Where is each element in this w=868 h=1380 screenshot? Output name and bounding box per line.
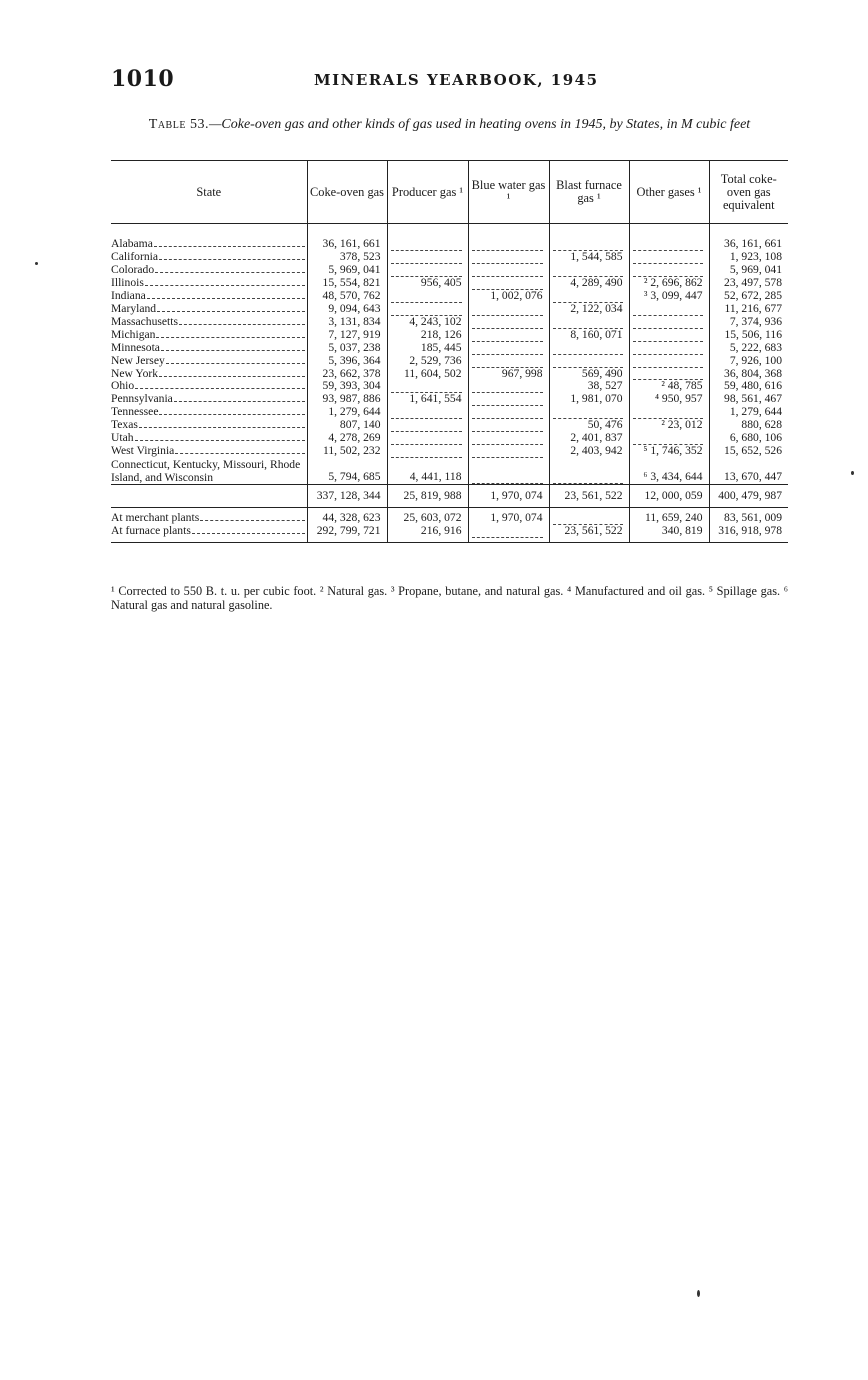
value-cell-coke: 5, 969, 041 — [307, 264, 387, 277]
empty-cell-blast — [549, 264, 629, 277]
value-cell-other: 12, 000, 059 — [629, 485, 709, 508]
state-name: West Virginia — [111, 444, 175, 458]
empty-cell-producer — [387, 419, 468, 432]
state-cell — [111, 329, 307, 342]
value-cell-coke: 36, 161, 661 — [307, 224, 387, 251]
value-cell-coke: 11, 502, 232 — [307, 445, 387, 458]
state-name: Connecticut, Kentucky, Missouri, Rhode Island, and Wisconsin — [111, 458, 301, 485]
value-cell-producer: 4, 441, 118 — [387, 458, 468, 485]
value-cell-coke: 3, 131, 834 — [307, 316, 387, 329]
state-name: Michigan — [111, 327, 156, 341]
scan-speck — [35, 262, 38, 265]
value-cell-coke: 337, 128, 344 — [307, 485, 387, 508]
state-name: Utah — [111, 431, 134, 445]
state-name: New York — [111, 366, 159, 380]
value-cell-blast: 50, 476 — [549, 419, 629, 432]
value-cell-other: ⁵ 1, 746, 352 — [629, 445, 709, 458]
empty-cell-blue — [468, 251, 549, 264]
dot-leader — [155, 272, 304, 273]
state-cell — [111, 525, 307, 542]
value-cell-blast: 8, 160, 071 — [549, 329, 629, 342]
value-cell-total: 23, 497, 578 — [709, 277, 788, 290]
state-cell — [111, 342, 307, 355]
value-cell-other: ³ 3, 099, 447 — [629, 290, 709, 303]
table-row — [111, 342, 788, 355]
value-cell-blast: 23, 561, 522 — [549, 485, 629, 508]
state-name: Minnesota — [111, 340, 160, 354]
empty-cell-producer — [387, 224, 468, 251]
value-cell-blast: 569, 490 — [549, 368, 629, 381]
empty-cell-blue — [468, 525, 549, 542]
dot-leader — [200, 520, 304, 521]
state-cell — [111, 224, 307, 251]
dot-leader — [161, 350, 305, 351]
empty-cell-producer — [387, 251, 468, 264]
table-row — [111, 251, 788, 264]
value-cell-coke: 7, 127, 919 — [307, 329, 387, 342]
value-cell-other: ² 48, 785 — [629, 380, 709, 393]
table-row-grouped-states — [111, 458, 788, 485]
table-row — [111, 303, 788, 316]
table-row-furnace — [111, 525, 788, 542]
value-cell-blast: 2, 403, 942 — [549, 445, 629, 458]
footnotes: ¹ Corrected to 550 B. t. u. per cubic foot. ² Natural gas. ³ Propane, butane, and natural gas. ⁴ Manufactured and oil gas. ⁵ Spillage gas. ⁶ Natural gas and natural gasoline. — [111, 584, 788, 612]
table-header-row — [111, 161, 788, 224]
empty-cell-producer — [387, 406, 468, 419]
col-header-producer: Producer gas ¹ — [387, 161, 468, 224]
value-cell-other: ⁶ 3, 434, 644 — [629, 458, 709, 485]
value-cell-coke: 48, 570, 762 — [307, 290, 387, 303]
state-name: California — [111, 249, 159, 263]
value-cell-other: 340, 819 — [629, 525, 709, 542]
value-cell-coke: 9, 094, 643 — [307, 303, 387, 316]
table-row — [111, 419, 788, 432]
dot-leader — [159, 414, 304, 415]
empty-cell-other — [629, 303, 709, 316]
value-cell-producer: 11, 604, 502 — [387, 368, 468, 381]
empty-cell-blue — [468, 458, 549, 485]
col-header-other: Other gases ¹ — [629, 161, 709, 224]
value-cell-total: 52, 672, 285 — [709, 290, 788, 303]
table-row — [111, 290, 788, 303]
value-cell-producer: 1, 641, 554 — [387, 393, 468, 406]
state-name: Illinois — [111, 275, 144, 289]
value-cell-total: 15, 652, 526 — [709, 445, 788, 458]
empty-cell-blast — [549, 224, 629, 251]
dot-leader — [139, 427, 305, 428]
value-cell-coke: 15, 554, 821 — [307, 277, 387, 290]
dot-leader — [175, 453, 304, 454]
table-row-total — [111, 485, 788, 508]
empty-cell-blue — [468, 445, 549, 458]
table-caption — [111, 116, 788, 133]
state-name: Pennsylvania — [111, 392, 173, 406]
state-name: At merchant plants — [111, 511, 200, 525]
table-row — [111, 264, 788, 277]
state-cell — [111, 264, 307, 277]
empty-cell-other — [629, 224, 709, 251]
state-name: Indiana — [111, 288, 146, 302]
state-cell — [111, 303, 307, 316]
page-number: 1010 — [111, 66, 175, 92]
dot-leader — [179, 324, 305, 325]
value-cell-producer: 2, 529, 736 — [387, 355, 468, 368]
col-header-blast-furnace: Blast furnace gas ¹ — [549, 161, 629, 224]
state-name: Massachusetts — [111, 314, 178, 328]
empty-cell-blue — [468, 432, 549, 445]
table-title: —Coke-oven gas and other kinds of gas used in heating ovens in 1945, by States, in M cubic feet — [208, 117, 751, 132]
empty-cell-blue — [468, 419, 549, 432]
value-cell-total: 5, 969, 041 — [709, 264, 788, 277]
value-cell-coke: 93, 987, 886 — [307, 393, 387, 406]
value-cell-producer: 956, 405 — [387, 277, 468, 290]
value-cell-total: 6, 680, 106 — [709, 432, 788, 445]
state-cell — [111, 445, 307, 458]
empty-cell-blast — [549, 342, 629, 355]
table-row — [111, 224, 788, 251]
value-cell-coke: 5, 794, 685 — [307, 458, 387, 485]
value-cell-other: ² 2, 696, 862 — [629, 277, 709, 290]
state-cell — [111, 485, 307, 508]
dot-leader — [147, 298, 305, 299]
dot-leader — [135, 388, 304, 389]
value-cell-coke: 5, 037, 238 — [307, 342, 387, 355]
table-row — [111, 355, 788, 368]
empty-cell-blue — [468, 406, 549, 419]
state-name: Colorado — [111, 262, 155, 276]
dot-leader — [159, 376, 304, 377]
state-cell — [111, 316, 307, 329]
value-cell-total: 316, 918, 978 — [709, 525, 788, 542]
state-cell — [111, 290, 307, 303]
table-row — [111, 277, 788, 290]
col-header-coke-oven: Coke-oven gas — [307, 161, 387, 224]
table-row — [111, 316, 788, 329]
value-cell-blast: 23, 561, 522 — [549, 525, 629, 542]
value-cell-blast: 1, 544, 585 — [549, 251, 629, 264]
empty-cell-other — [629, 355, 709, 368]
empty-cell-blast — [549, 355, 629, 368]
value-cell-blast: 1, 981, 070 — [549, 393, 629, 406]
value-cell-coke: 4, 278, 269 — [307, 432, 387, 445]
value-cell-producer: 218, 126 — [387, 329, 468, 342]
value-cell-coke: 59, 393, 304 — [307, 380, 387, 393]
value-cell-total: 5, 222, 683 — [709, 342, 788, 355]
value-cell-blast: 38, 527 — [549, 380, 629, 393]
table-number: Table 53. — [148, 117, 209, 132]
state-name: New Jersey — [111, 353, 165, 367]
empty-cell-blue — [468, 277, 549, 290]
empty-cell-producer — [387, 445, 468, 458]
state-name: Maryland — [111, 301, 157, 315]
state-name: Texas — [111, 418, 138, 432]
value-cell-coke: 1, 279, 644 — [307, 406, 387, 419]
empty-cell-other — [629, 316, 709, 329]
col-header-total: Total coke-oven gas equivalent — [709, 161, 788, 224]
value-cell-blue: 1, 002, 076 — [468, 290, 549, 303]
empty-cell-blue — [468, 303, 549, 316]
value-cell-total: 880, 628 — [709, 419, 788, 432]
value-cell-other: ⁴ 950, 957 — [629, 393, 709, 406]
value-cell-producer: 4, 243, 102 — [387, 316, 468, 329]
value-cell-total: 7, 374, 936 — [709, 316, 788, 329]
dot-leader — [192, 533, 305, 534]
state-name: Tennessee — [111, 405, 159, 419]
dash-leader — [472, 537, 543, 538]
dot-leader — [135, 440, 305, 441]
running-title: MINERALS YEARBOOK, 1945 — [314, 71, 599, 89]
value-cell-blue: 967, 998 — [468, 368, 549, 381]
value-cell-producer: 185, 445 — [387, 342, 468, 355]
value-cell-coke: 44, 328, 623 — [307, 512, 387, 525]
empty-cell-blast — [549, 290, 629, 303]
empty-cell-producer — [387, 264, 468, 277]
empty-cell-blue — [468, 316, 549, 329]
value-cell-total: 83, 561, 009 — [709, 512, 788, 525]
empty-cell-other — [629, 264, 709, 277]
empty-cell-blue — [468, 224, 549, 251]
value-cell-blast: 4, 289, 490 — [549, 277, 629, 290]
gas-table — [111, 160, 788, 543]
value-cell-coke: 807, 140 — [307, 419, 387, 432]
scan-speck — [851, 471, 854, 475]
value-cell-total: 13, 670, 447 — [709, 458, 788, 485]
state-cell — [111, 355, 307, 368]
empty-cell-blue — [468, 329, 549, 342]
value-cell-total: 15, 506, 116 — [709, 329, 788, 342]
state-cell — [111, 406, 307, 419]
empty-cell-producer — [387, 432, 468, 445]
dot-leader — [159, 259, 304, 260]
value-cell-other: 11, 659, 240 — [629, 512, 709, 525]
value-cell-total: 7, 926, 100 — [709, 355, 788, 368]
value-cell-other: ² 23, 012 — [629, 419, 709, 432]
empty-cell-producer — [387, 303, 468, 316]
value-cell-total: 400, 479, 987 — [709, 485, 788, 508]
empty-cell-producer — [387, 290, 468, 303]
state-name: Ohio — [111, 379, 135, 393]
value-cell-total: 1, 279, 644 — [709, 406, 788, 419]
state-cell — [111, 277, 307, 290]
value-cell-blue: 1, 970, 074 — [468, 512, 549, 525]
value-cell-coke: 292, 799, 721 — [307, 525, 387, 542]
dot-leader — [145, 285, 305, 286]
table-row — [111, 445, 788, 458]
scan-speck — [697, 1290, 700, 1297]
empty-cell-other — [629, 342, 709, 355]
value-cell-total: 36, 161, 661 — [709, 224, 788, 251]
value-cell-producer: 216, 916 — [387, 525, 468, 542]
state-cell — [111, 368, 307, 381]
value-cell-blast: 2, 122, 034 — [549, 303, 629, 316]
empty-cell-blue — [468, 342, 549, 355]
value-cell-coke: 378, 523 — [307, 251, 387, 264]
table-row — [111, 329, 788, 342]
table-row — [111, 393, 788, 406]
state-cell — [111, 251, 307, 264]
dot-leader — [154, 246, 305, 247]
value-cell-total: 98, 561, 467 — [709, 393, 788, 406]
value-cell-producer: 25, 819, 988 — [387, 485, 468, 508]
empty-cell-blue — [468, 380, 549, 393]
value-cell-total: 1, 923, 108 — [709, 251, 788, 264]
empty-cell-blast — [549, 458, 629, 485]
state-name: At furnace plants — [111, 524, 191, 538]
empty-cell-blast — [549, 316, 629, 329]
state-cell — [111, 458, 307, 485]
dot-leader — [157, 311, 304, 312]
col-header-state: State — [111, 161, 307, 224]
empty-cell-blue — [468, 264, 549, 277]
empty-cell-other — [629, 329, 709, 342]
value-cell-producer: 25, 603, 072 — [387, 512, 468, 525]
dot-leader — [156, 337, 304, 338]
state-name: Alabama — [111, 237, 153, 250]
value-cell-blue: 1, 970, 074 — [468, 485, 549, 508]
empty-cell-blue — [468, 393, 549, 406]
value-cell-total: 36, 804, 368 — [709, 368, 788, 381]
dot-leader — [166, 363, 305, 364]
dot-leader — [174, 401, 305, 402]
col-header-blue-water: Blue water gas ¹ — [468, 161, 549, 224]
value-cell-blast: 2, 401, 837 — [549, 432, 629, 445]
value-cell-coke: 5, 396, 364 — [307, 355, 387, 368]
page-header — [111, 66, 788, 96]
empty-cell-other — [629, 251, 709, 264]
value-cell-total: 59, 480, 616 — [709, 380, 788, 393]
value-cell-coke: 23, 662, 378 — [307, 368, 387, 381]
empty-cell-blue — [468, 355, 549, 368]
state-cell — [111, 419, 307, 432]
value-cell-total: 11, 216, 677 — [709, 303, 788, 316]
